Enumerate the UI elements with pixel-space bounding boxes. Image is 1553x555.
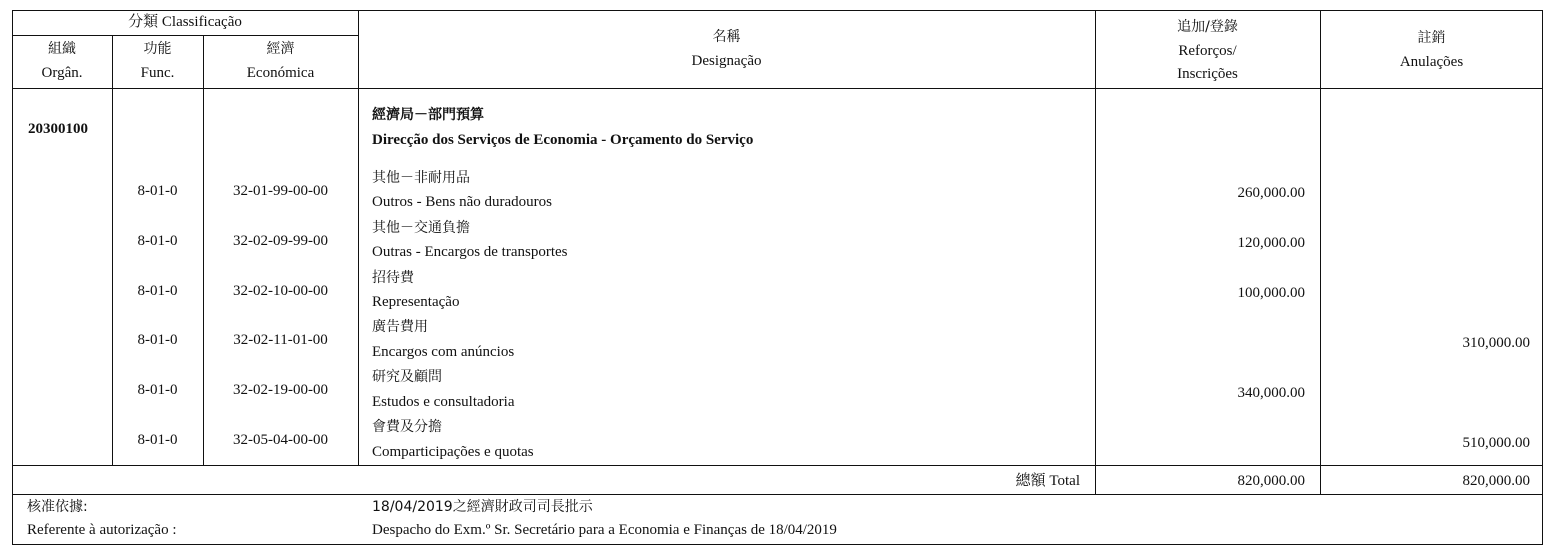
designation-header-zh: 名稱 [712, 29, 741, 45]
row-name-pt: Representação [372, 294, 460, 310]
row-name-pt: Encargos com anúncios [372, 344, 515, 360]
classification-header-divider [12, 35, 358, 36]
annulments-header-zh: 註銷 [1417, 30, 1446, 46]
row-econ: 32-02-09-99-00 [233, 233, 328, 249]
reinforcements-header-pt1: Reforços/ [1178, 43, 1237, 59]
row-econ: 32-02-19-00-00 [233, 382, 328, 398]
row-func: 8-01-0 [137, 283, 178, 299]
economic-header-pt: Económica [246, 65, 315, 81]
column-divider-functional [203, 35, 204, 466]
row-econ: 32-02-11-01-00 [233, 332, 328, 348]
row-name-pt: Outras - Encargos de transportes [372, 244, 568, 260]
authorization-label-zh: 核准依據: [27, 499, 88, 515]
total-top-rule [12, 465, 1543, 466]
row-econ: 32-02-10-00-00 [233, 283, 328, 299]
row-reinforcement: 120,000.00 [1237, 235, 1305, 251]
row-name-zh: 會費及分擔 [372, 419, 442, 435]
organic-header-pt: Orgân. [41, 65, 83, 81]
row-name-zh: 其他－非耐用品 [372, 170, 470, 186]
functional-header-zh: 功能 [143, 41, 172, 57]
total-annulment: 820,000.00 [1462, 473, 1530, 489]
row-name-zh: 其他－交通負擔 [372, 220, 470, 236]
authorization-label-pt: Referente à autorização : [27, 522, 177, 538]
total-label: 總額 Total [1015, 473, 1080, 489]
row-name-zh: 研究及顧問 [372, 369, 442, 385]
row-func: 8-01-0 [137, 183, 178, 199]
annulments-header-pt: Anulações [1399, 54, 1464, 70]
economic-header-zh: 經濟 [266, 41, 295, 57]
row-annulment: 510,000.00 [1462, 435, 1530, 451]
row-reinforcement: 340,000.00 [1237, 385, 1305, 401]
row-func: 8-01-0 [137, 332, 178, 348]
reinforcements-header-zh: 追加/登錄 [1177, 19, 1238, 35]
column-divider-economic [358, 10, 359, 466]
reinforcements-header-pt2: Inscrições [1177, 66, 1238, 82]
row-name-pt: Comparticipações e quotas [372, 444, 534, 460]
authorization-text-zh: 18/04/2019之經濟財政司司長批示 [372, 499, 593, 515]
row-func: 8-01-0 [137, 382, 178, 398]
row-reinforcement: 260,000.00 [1237, 185, 1305, 201]
header-bottom-rule [12, 88, 1543, 89]
row-econ: 32-05-04-00-00 [233, 432, 328, 448]
functional-header-pt: Func. [140, 65, 175, 81]
total-reinforcement: 820,000.00 [1237, 473, 1305, 489]
column-divider-organic [112, 35, 113, 466]
column-divider-designation [1095, 10, 1096, 495]
row-func: 8-01-0 [137, 432, 178, 448]
authorization-text-pt: Despacho do Exm.º Sr. Secretário para a Economia e Finanças de 18/04/2019 [372, 522, 837, 538]
organ-name-pt: Direcção dos Serviços de Economia - Orçamento do Serviço [372, 132, 754, 148]
row-name-zh: 招待費 [372, 270, 414, 286]
row-reinforcement: 100,000.00 [1237, 285, 1305, 301]
total-bottom-rule [12, 494, 1543, 495]
classification-header: 分類 Classificação [128, 14, 242, 30]
row-name-pt: Estudos e consultadoria [372, 394, 515, 410]
row-annulment: 310,000.00 [1462, 335, 1530, 351]
row-func: 8-01-0 [137, 233, 178, 249]
organ-code: 20300100 [28, 121, 88, 137]
column-divider-reinforcements [1320, 10, 1321, 495]
organ-name-zh: 經濟局－部門預算 [372, 107, 484, 123]
organic-header-zh: 組織 [48, 41, 76, 57]
designation-header-pt: Designação [691, 53, 762, 69]
row-name-pt: Outros - Bens não duradouros [372, 194, 552, 210]
row-econ: 32-01-99-00-00 [233, 183, 328, 199]
row-name-zh: 廣告費用 [372, 319, 428, 335]
